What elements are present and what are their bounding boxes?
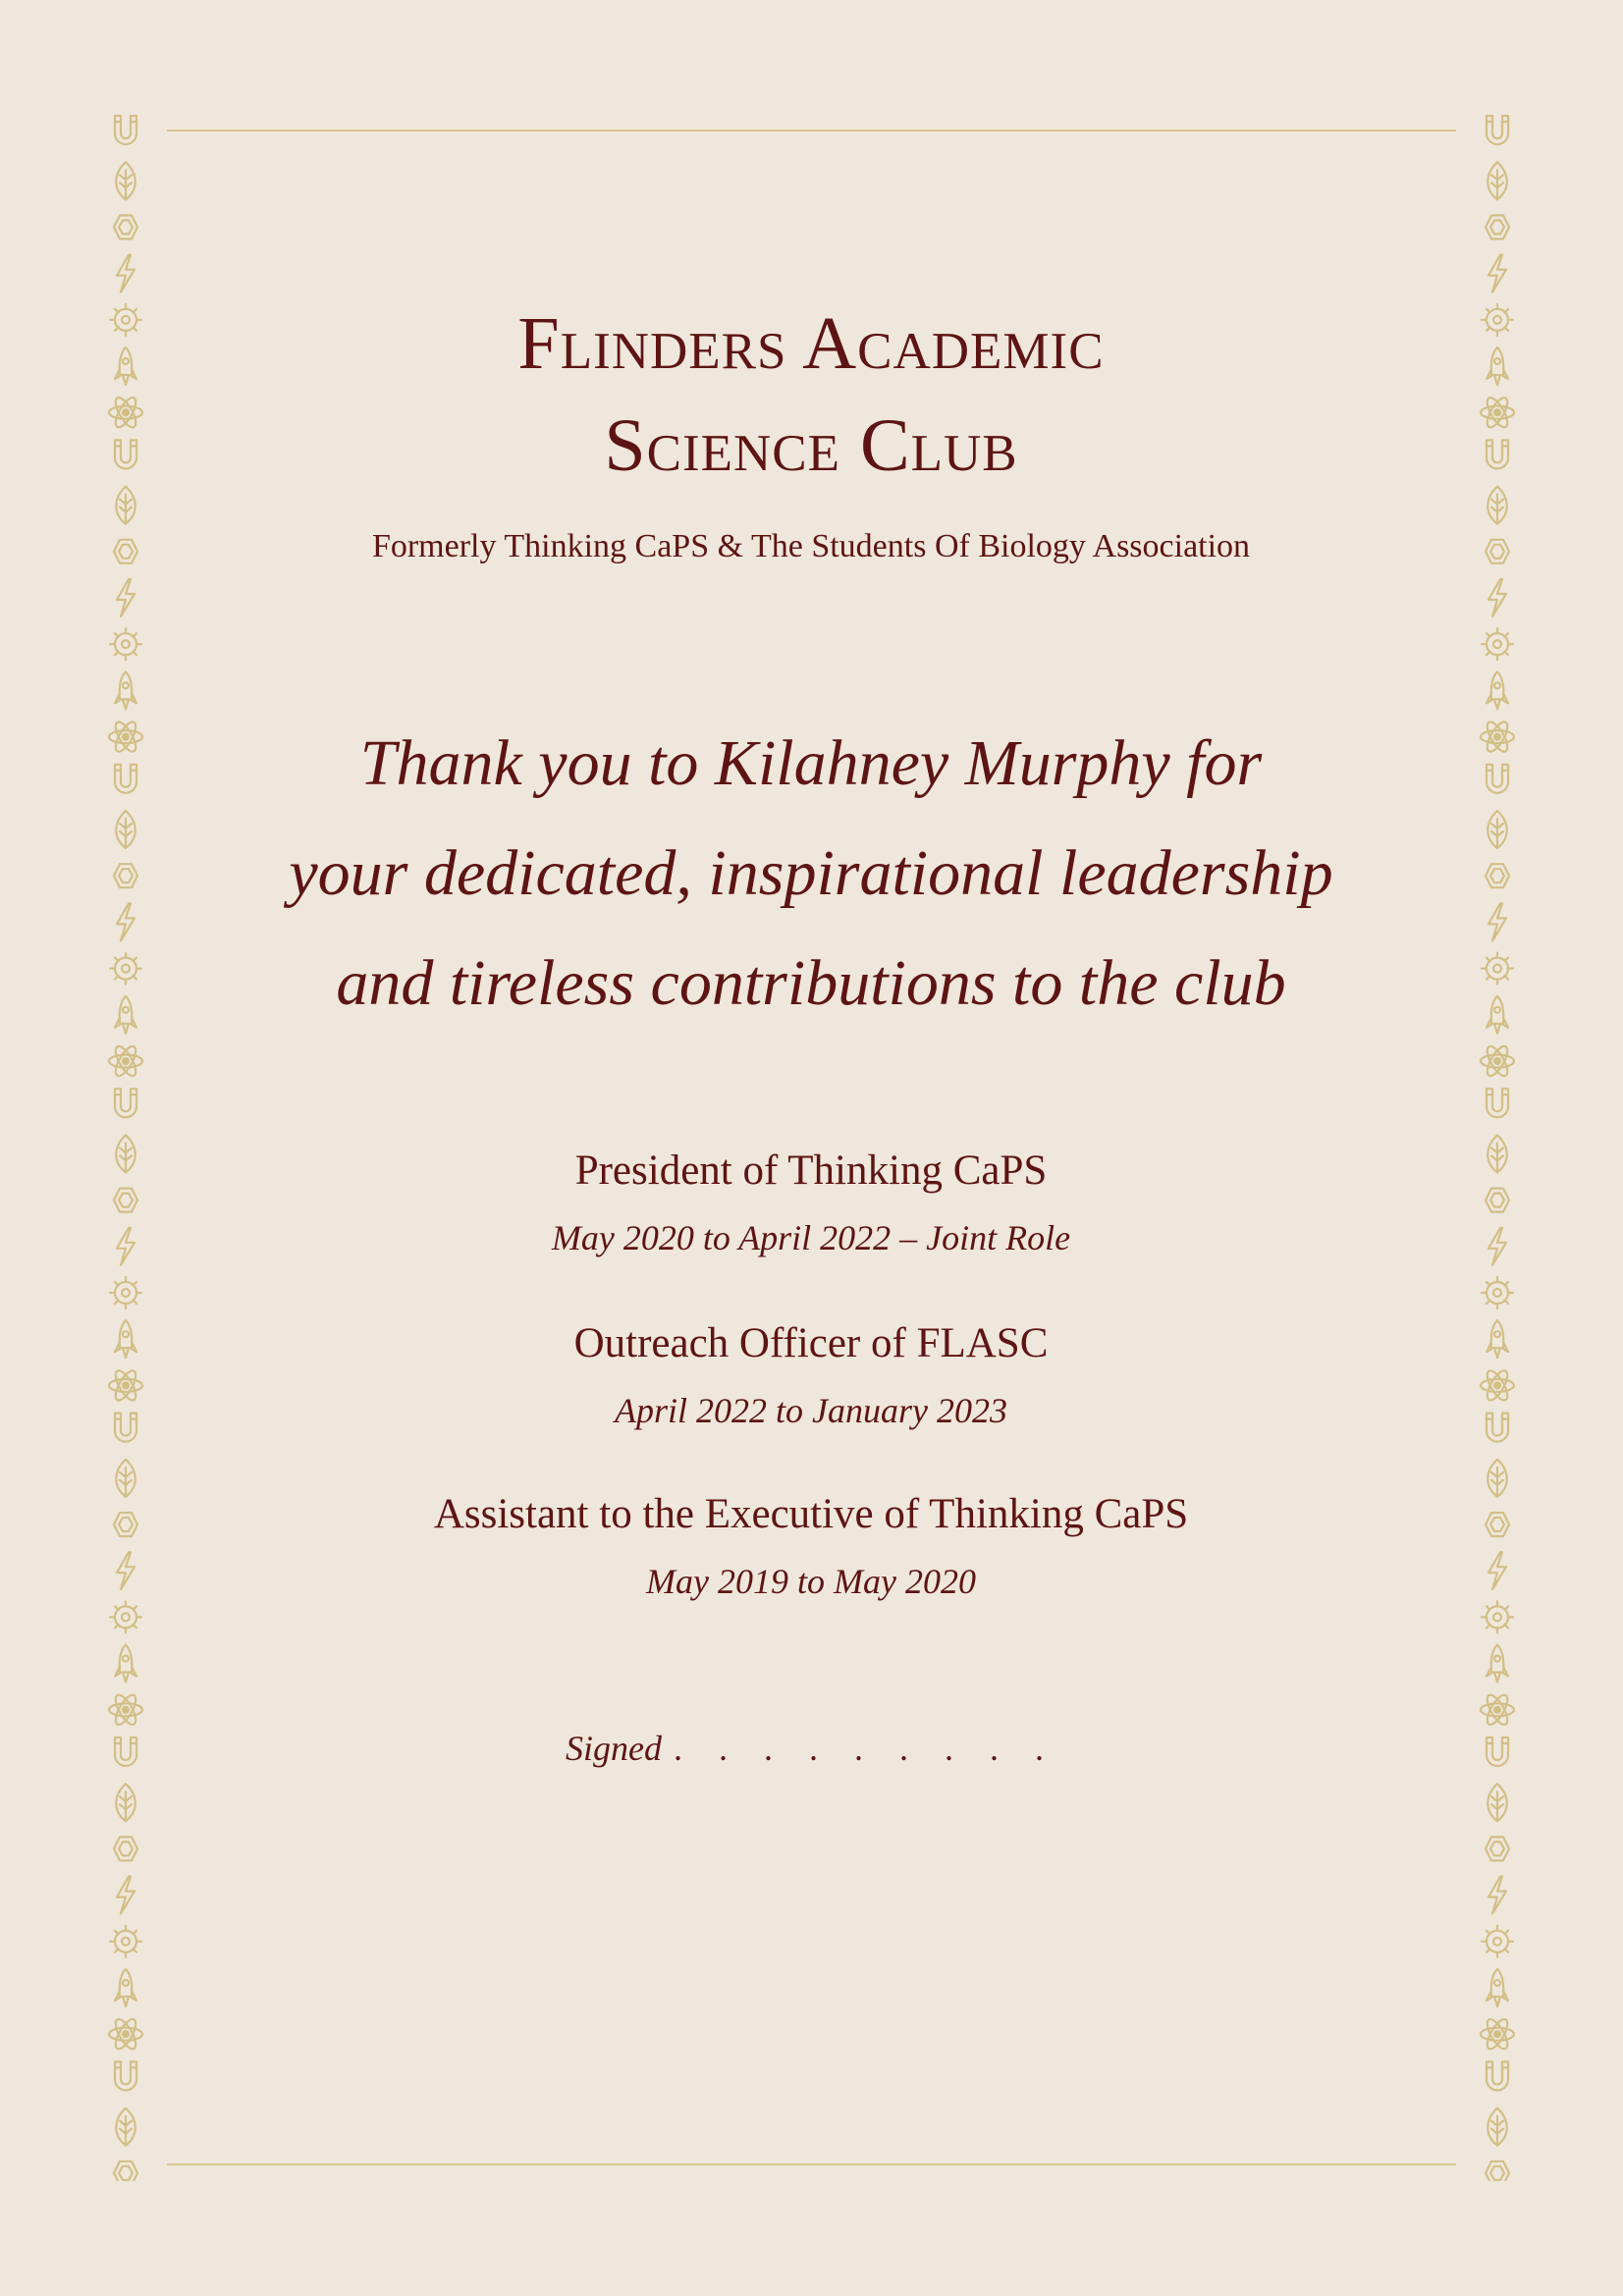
club-title-line-2: Science Club xyxy=(604,404,1018,487)
signature-dots: . . . . . . . . . xyxy=(673,1729,1057,1768)
role-title: Outreach Officer of FLASC xyxy=(573,1320,1049,1366)
signature-line xyxy=(0,1728,1623,1769)
role-title: Assistant to the Executive of Thinking CaPS xyxy=(433,1491,1189,1537)
signed-label: Signed xyxy=(566,1729,662,1768)
thanks-line-2: your dedicated, inspirational leadership xyxy=(289,837,1333,909)
role-period: May 2019 to May 2020 xyxy=(646,1562,976,1601)
thanks-line-1: Thank you to Kilahney Murphy for xyxy=(359,727,1263,799)
club-title-line-1: Flinders Academic xyxy=(517,302,1105,385)
role-period: April 2022 to January 2023 xyxy=(615,1391,1007,1430)
club-subtitle: Formerly Thinking CaPS & The Students Of Biology Association xyxy=(371,528,1251,564)
role-title: President of Thinking CaPS xyxy=(574,1148,1048,1194)
role-period: May 2020 to April 2022 – Joint Role xyxy=(551,1218,1071,1257)
thanks-line-3: and tireless contributions to the club xyxy=(336,947,1286,1019)
